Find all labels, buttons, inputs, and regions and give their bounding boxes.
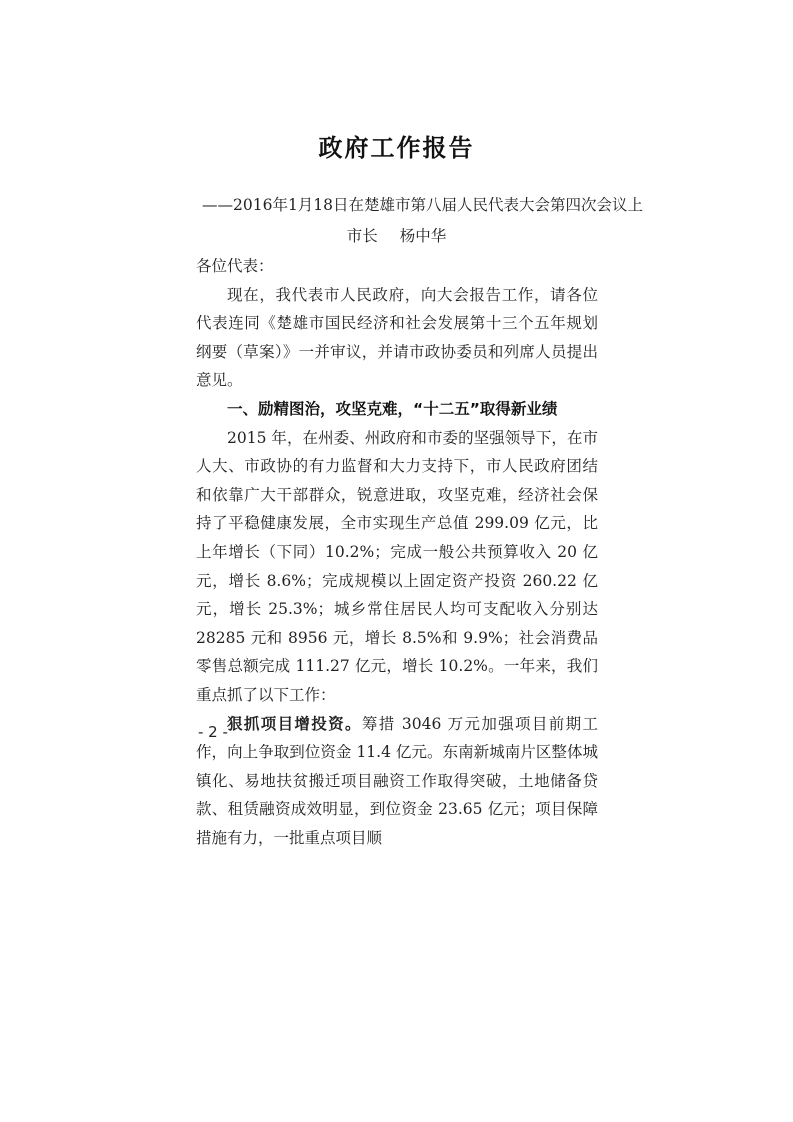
salutation: 各位代表：	[196, 257, 274, 275]
paragraph-projects	[196, 710, 598, 853]
paragraph-summary: 2015 年，在州委、州政府和市委的坚强领导下，在市人大、市政协的有力监督和大力支持下，市人民政府团结和依靠广大干部群众，锐意进取，攻坚克难，经济社会保持了平稳健康发展，全市实现生产总值 299.09 亿元，比上年增长（下同）10.2%；完成一般公共预算收入 20 亿元，增长 8.6%；完成规模以上固定资产投资 260.22 亿元，增长 25.3%；城乡常住居民人均可支配收入分别达 28285 元和 8956 元，增长 8.5%和 9.9%；社会消费品零售总额完成 111.27 亿元，增长 10.2%。一年来，我们重点抓了以下工作：	[196, 428, 598, 704]
paragraph-intro: 现在，我代表市人民政府，向大会报告工作，请各位代表连同《楚雄市国民经济和社会发展第十三个五年规划纲要（草案）》一并审议，并请市政协委员和列席人员提出意见。	[196, 285, 598, 390]
document-body	[196, 252, 598, 852]
speaker-name: 杨中华	[399, 227, 447, 245]
page-number: - 2 -	[198, 723, 228, 741]
document-subtitle: ——2016年1月18日在楚雄市第八届人民代表大会第四次会议上	[202, 196, 644, 214]
speaker-role: 市长	[346, 227, 378, 245]
paragraph-projects-text: 筹措 3046 万元加强项目前期工作，向上争取到位资金 11.4 亿元。东南新城南片区整体城镇化、易地扶贫搬迁项目融资工作取得突破，土地储备贷款、租赁融资成效明显，到位资金 23.65 亿元；项目保障措施有力，一批重点项目顺	[196, 714, 598, 847]
speaker-line	[0, 224, 793, 246]
document-title: 政府工作报告	[318, 133, 475, 162]
section-heading: 一、励精图治，攻坚克难，“十二五”取得新业绩	[227, 399, 558, 418]
paragraph-projects-lead: 狠抓项目增投资。	[227, 713, 362, 733]
